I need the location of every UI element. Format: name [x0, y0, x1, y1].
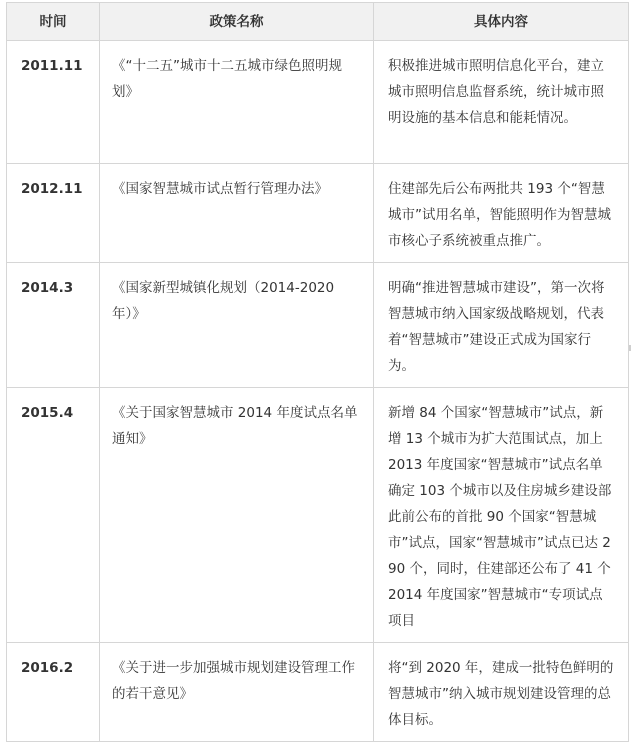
row-date: 2016.2 [7, 643, 100, 742]
header-policy-name: 政策名称 [100, 3, 374, 41]
table-row [7, 263, 629, 388]
row-content: 明确“推进智慧城市建设”，第一次将智慧城市纳入国家级战略规划，代表着“智慧城市”建设正式成为国家行为。 [374, 263, 629, 388]
row-date: 2012.11 [7, 164, 100, 263]
row-policy: 《关于进一步加强城市规划建设管理工作的若干意见》 [100, 643, 374, 742]
row-policy: 《关于国家智慧城市 2014 年度试点名单通知》 [100, 388, 374, 643]
row-content: 将“到 2020 年，建成一批特色鲜明的智慧城市”纳入城市规划建设管理的总体目标。 [374, 643, 629, 742]
row-policy: 《国家新型城镇化规划（2014-2020年）》 [100, 263, 374, 388]
table-row [7, 643, 629, 742]
row-content: 新增 84 个国家“智慧城市”试点，新增 13 个城市为扩大范围试点，加上 2013 年度国家“智慧城市”试点名单确定 103 个城市以及住房城乡建设部此前公布的首批 90 个国家“智慧城市”试点，国家“智慧城市”试点已达 290 个，同时，住建部还公布了 41 个 2014 年度国家”智慧城市“专项试点项目 [374, 388, 629, 643]
row-policy: 《国家智慧城市试点暂行管理办法》 [100, 164, 374, 263]
row-date: 2015.4 [7, 388, 100, 643]
row-policy: 《“十二五”城市十二五城市绿色照明规划》 [100, 41, 374, 164]
header-row [7, 3, 629, 41]
table-row [7, 388, 629, 643]
row-content: 积极推进城市照明信息化平台，建立城市照明信息监督系统，统计城市照明设施的基本信息和能耗情况。 [374, 41, 629, 164]
policy-table [6, 2, 629, 742]
row-content: 住建部先后公布两批共 193 个“智慧城市”试用名单，智能照明作为智慧城市核心子系统被重点推广。 [374, 164, 629, 263]
header-time: 时间 [7, 3, 100, 41]
scroll-edge-marker [629, 345, 631, 351]
table-row [7, 41, 629, 164]
row-date: 2014.3 [7, 263, 100, 388]
row-date: 2011.11 [7, 41, 100, 164]
table-row [7, 164, 629, 263]
header-content: 具体内容 [374, 3, 629, 41]
